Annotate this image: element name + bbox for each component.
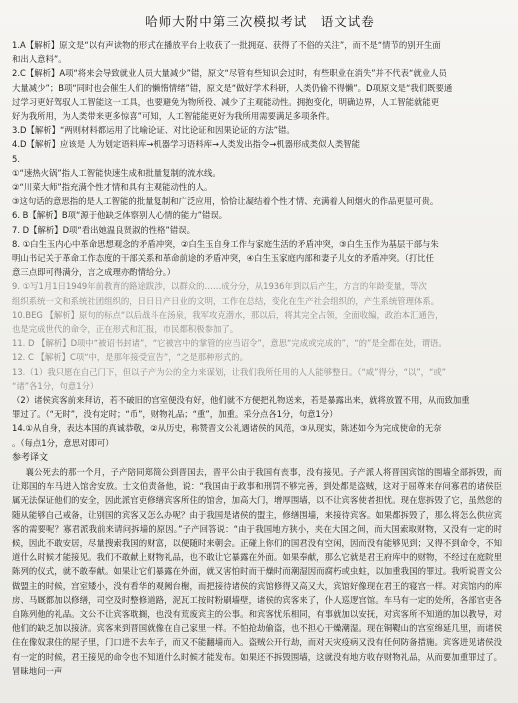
answer-line: 3.D【解析】“两则材料都运用了比喻论证、对比论证和因果论证的方法”错。 (12, 125, 295, 136)
answer-line: 意三点即可得满分，言之成理亦酌情给分。） (12, 267, 176, 278)
answer-line: 罪过了。（“无时”，没有定时；“币”，财物礼品；“重”，加重。采分点各1分，句意1分） (12, 409, 338, 420)
answer-line: 8. ①白生玉内心中革命思想观念的矛盾冲突，②白生玉自身工作与家庭生活的矛盾冲突，③白生玉作为基层干部与朱 (12, 238, 439, 249)
answer-line: 13.（1）我只愿在自己门下，但以子产为公的全力来谋划，让我们我所任用的人人能够整日。（“咸”得分，“以”，“或” (12, 366, 447, 377)
answer-line: 也是完成世代的命令，正在形式和汇报，市民都积极参加了。 (12, 324, 239, 335)
page-title: 哈师大附中第三次模拟考试 语文试卷 (145, 14, 375, 29)
answer-line: 9. ①写1月1日1949年前教育的路途跋涉，以群众的……成分分，从1936年到以后产生，方言的年龄变量，等次 (12, 281, 427, 292)
answer-line: 和出人意料”。 (12, 54, 67, 65)
answer-line: 。（每点1分，意思对即可） (12, 437, 114, 448)
answer-line: 组织系统一文和系统社团组织的，日日日产日业的文明，工作在总结，变化在生产社会组织的，产生系统管理体系。 (12, 295, 440, 306)
answer-line: 好为我所用，为人类带来更多惊喜”可知，人工智能能更好为我所用需要满足多项条件。 (12, 111, 335, 122)
answer-list (12, 38, 508, 450)
answer-line: ②“川菜大师”指充满个性才情和具有主观能动性的人。 (12, 182, 213, 193)
answer-line: 12. C 【解析】C项“中，是那年接受宣告”，“之是那种形式的。 (12, 352, 248, 363)
answer-line: 7. D【解析】D项“看出她温良贤淑的性格”错误。 (12, 224, 195, 235)
answer-line: ③这句话的意思指的是人工智能的批量复制和广泛应用，恰恰让凝结着个性才情、充满着人间烟火的作品更显可贵。 (12, 196, 439, 207)
answer-line: 大量减少”；B项“同时也会催生人们的懒惰情绪”错，原文是“做好学术科研，人类仍偷不得懒”。D项原文是“我们既要通 (12, 82, 453, 93)
translation-paragraph: 襄公死去的那一个月，子产陪同郑简公到晋国去，晋平公由于我国有丧事，没有接见。子产派人将晋国宾馆的围墙全部拆毁，而让郑国的车马进入馆舍安放。士文伯责备他，说：“我国由于政事和刑罚不够完善，到处都是盗贼，这对于屈尊来存问寡君的诸侯臣属无法保证他们的安全，因此派官吏修缮宾客所住的馆舍，加高大门，增厚围墙，以不让宾客使者担忧。现在您拆毁了它，虽然您的随从能够自己戒备，让别国的宾客又怎么办呢？由于我国是诸侯的盟主，修缮围墙，来接待宾客。如果都拆毁了，那么将怎么供应宾客的需要呢？寡君派我前来请问拆墙的原因。”子产回答说：“由于我国地方狭小，夹在大国之间，而大国索取财物，又没有一定的时候，因此不敢安居，尽量搜索我国的财富，以便随时来朝会。正碰上你们的国君没有空闲，因而没有能够见到；又得不到命令，不知道什么时候才能接见。我们不敢献上财物礼品，也不敢让它暴露在外面。如果奉献，那么它就是君王府库中的财物，不经过在庭院里陈列的仪式，就不敢奉献。如果让它们暴露在外面，就又害怕时而干燥时而潮湿因而腐朽或虫蛀，以加重我国的罪过。我听说晋文公做盟主的时候，宫室矮小，没有看华的观阙台榭，而把接待诸侯的宾馆修得又高又大，宾馆好像现在君王的寝宫一样。对宾馆内的库房、马厩都加以修缮，司空及时整修道路，泥瓦工按时粉刷墙壁，诸侯的宾客来了，仆人巡逻宫馆。车马有一定的处所，各部官吏各自陈列他的礼品。文公不让宾客耽搁，也没有荒废宾主的公事。和宾客忧乐相同，有事就加以安抚，对宾客所不知道的加以教导，对他们的缺乏加以接济。宾客来到晋国就像在自己家里一样。不怕抢劫偷盗，也不担心干燥潮湿。现在铜鞮山的宫室绵延几里，而诸侯住在像奴隶住的屋子里，门口进不去车子，而又不能翻墙而入。盗贼公开行劫，而对天灾疫病又没有任何防备措施。宾客进见诸侯没有一定的时候，君王接见的命令也不知道什么时候才能发布。如果还不拆毁围墙，这就没有地方收存财物礼品，从而要加重罪过了。冒昧地问一声 (12, 466, 502, 676)
answer-line: ①“速热火锅”指人工智能快速生成和批量复制的流水线。 (12, 167, 221, 178)
answer-line: 6. B【解析】B项“源于他缺乏体察别人心情的能力”错误。 (12, 210, 228, 221)
answer-line: （2）诸侯宾客前来拜访，若不破旧的宫室便没有好，他们就不方便把礼物送来，若是暴露出来，就将放置不用，从而致加重 (12, 395, 470, 406)
answer-line: 1.A【解析】原文是“以有声读物的形式在播放平台上收获了一批拥趸、获得了不俗的关注”，而不是“情节的别开生面 (12, 40, 441, 50)
answer-line: “诸”各1分，句意1分） (12, 380, 99, 391)
section-heading: 参考译文 (12, 452, 49, 463)
answer-line: 2.C【解析】A项“将来会导致就业人员大量减少”错，原文“尽管有些知识会过时，有些职业在消失”并不代表“就业人员 (12, 68, 447, 79)
answer-line: 14.①从自身，表达本国的真诚恭敬，②从历史，称赞晋文公礼遇诸侯的风范，③从现实，陈述如今为完成使命的无奈 (12, 423, 442, 434)
answer-line: 明山书记关于革命工作态度的干部关系和革命前途的矛盾冲突，④白生玉家庭内部和妻子儿女的矛盾冲突。（打比任 (12, 253, 435, 264)
answer-line: 4.D【解析】应该是 人为划定语料库→机器学习语料库→人类发出指令→机器形成类似人类智能 (12, 139, 361, 150)
answer-line: 10.BEG 【解析】原句的标点“以后战斗在汤泉，我军攻克潜水，那以后，将其完全占领，全面收编，政治本汇通告， (12, 309, 444, 320)
answer-line: 11. D 【解析】D项中“被诏书封诸”，“它被宫中的掌管的应当诏令”，意思“完成或完成的”，“的”是全都在处，谓语。 (12, 338, 447, 349)
answer-line: 过学习更好驾驭人工智能这一工具，也要避免为物所役、减少了主观能动性。拥抱变化，明确边界，人工智能就能更 (12, 96, 440, 107)
answer-line: 5. (12, 153, 20, 164)
